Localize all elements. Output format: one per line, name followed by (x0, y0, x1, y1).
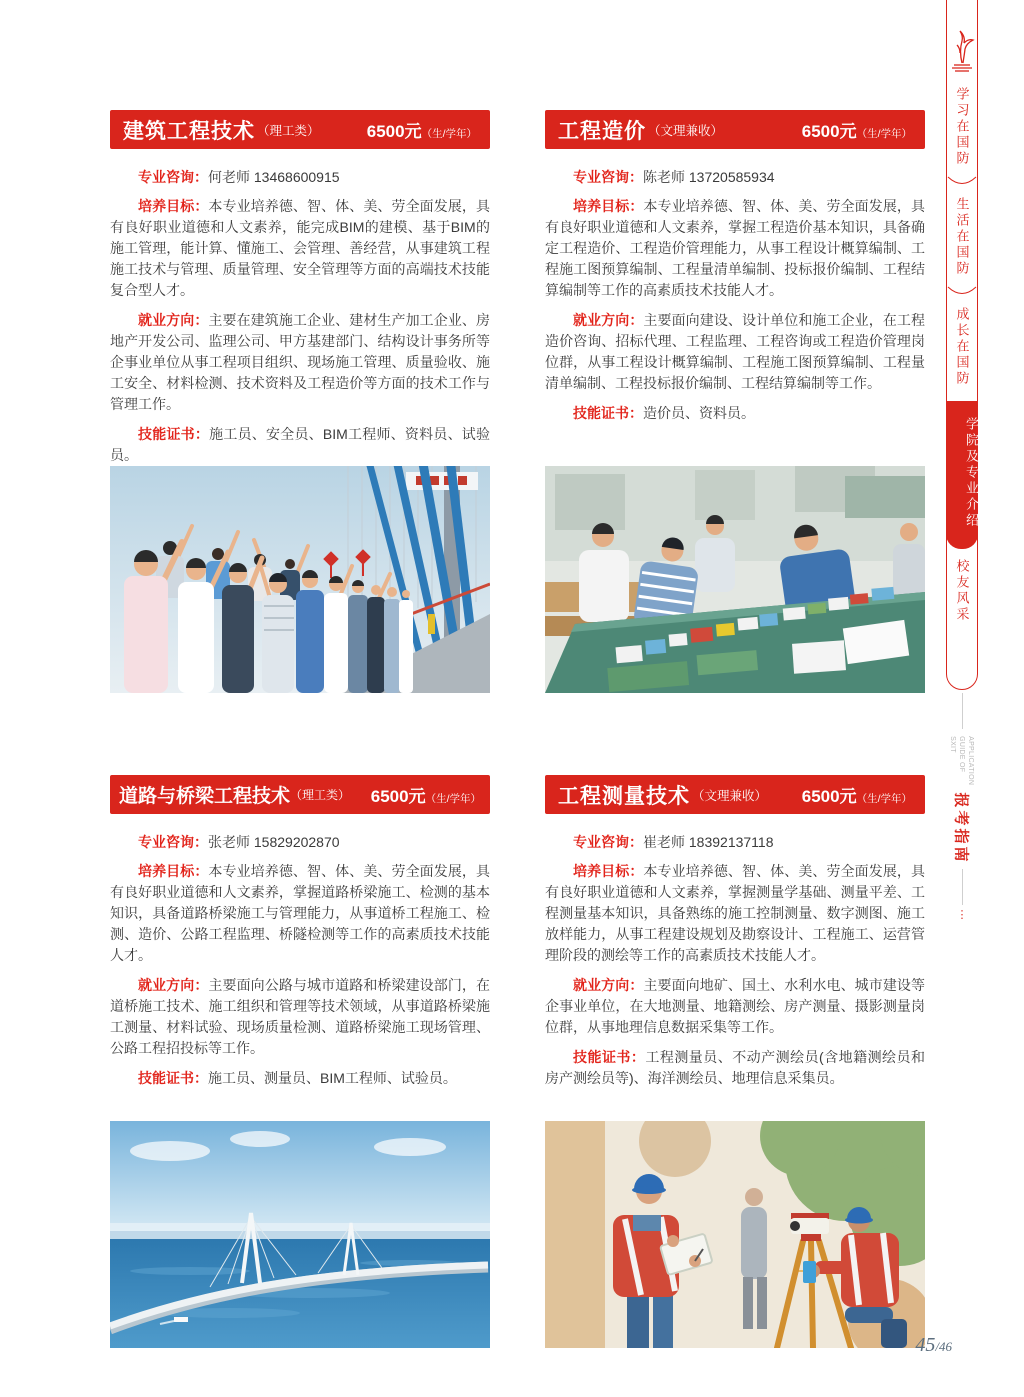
photo-bridge-group (110, 466, 490, 693)
training-goal: 培养目标：本专业培养德、智、体、美、劳全面发展，具有良好职业道德和人文素养，掌握道路桥梁施工、检测的基本知识，具备道路桥梁施工与管理能力，从事道桥工程施工、检测、造价、公路工程监理、桥隧检测等工作的高素质技术技能人才。 (110, 863, 491, 963)
consult-contact: 何老师 13468600915 (208, 169, 340, 185)
training-goal: 培养目标：本专业培养德、智、体、美、劳全面发展，具有良好职业道德和人文素养，掌握工程造价基本知识，具备确定工程造价、工程造价管理能力，从事工程设计概算编制、工程施工图预算编制、工程量清单编制、投标报价编制、工程结算编制等工作的高素质技术技能人才。 (545, 198, 926, 298)
sidebar-item-growth: 成长在国防 (954, 307, 970, 387)
sidebar-divider-line (962, 693, 963, 729)
consult-contact: 张老师 15829202870 (208, 834, 340, 850)
card-header (545, 110, 925, 149)
skill-certificates: 技能证书：施工员、安全员、BIM工程师、资料员、试验员。 (110, 426, 491, 463)
tab-divider (947, 176, 977, 188)
program-title: 工程测量技术 (558, 784, 690, 808)
employment-direction: 就业方向：主要在建筑施工企业、建材生产加工企业、房地产开发公司、监理公司、甲方基建部门、结构设计事务所等企事业单位从事工程项目组织、现场施工管理、质量验收、施工安全、材料检测、技术资料及工程造价等方面的技术工作与管理工作。 (110, 312, 491, 412)
card-header (110, 775, 490, 814)
defense-monument-icon (949, 29, 975, 73)
program-category: （文理兼收） (692, 788, 768, 803)
sidebar-tab-rail (946, 0, 978, 690)
tuition: 6500元（生/学年） (370, 787, 481, 806)
tab-divider (947, 286, 977, 298)
program-category: （理工类） (290, 788, 351, 802)
training-goal: 培养目标：本专业培养德、智、体、美、劳全面发展，具有良好职业道德和人文素养，能完成BIM的建模、基于BIM的施工管理，能计算、懂施工、会管理、善经营，从事建筑工程施工技术与管理、质量管理、安全管理等方面的高端技术技能复合型人才。 (110, 198, 491, 298)
consult-line: 专业咨询：陈老师 13720585934 (573, 169, 775, 185)
program-card-surveying (545, 775, 925, 1348)
program-title: 建筑工程技术 (123, 119, 255, 143)
sidebar-item-study: 学习在国防 (954, 87, 970, 167)
program-category: （理工类） (257, 123, 320, 138)
skill-certificates: 技能证书：施工员、测量员、BIM工程师、试验员。 (138, 1070, 457, 1086)
guide-title: 报考指南 (952, 791, 970, 865)
tuition: 6500元（生/学年） (366, 122, 477, 141)
program-title: 道路与桥梁工程技术 (119, 786, 291, 807)
card-header (110, 110, 490, 149)
card-body (545, 167, 925, 466)
sidebar-item-life: 生活在国防 (954, 197, 970, 277)
program-card-road-bridge (110, 775, 490, 1348)
program-card-cost (545, 110, 925, 693)
photo-surveyors (545, 1121, 925, 1348)
card-body (545, 832, 925, 1121)
employment-direction: 就业方向：主要面向地矿、国土、水利水电、城市建设等企事业单位，在大地测量、地籍测绘、房产测量、摄影测量岗位群，从事地理信息数据采集等工作。 (545, 977, 926, 1035)
employment-direction: 就业方向：主要面向建设、设计单位和施工企业，在工程造价咨询、招标代理、工程监理、工程咨询或工程造价管理岗位群，从事工程设计概算编制、工程施工图预算编制、工程量清单编制、工程投标报价编制、工程结算编制等工作。 (545, 312, 926, 391)
card-body (110, 167, 490, 466)
program-card-architecture (110, 110, 490, 693)
card-header (545, 775, 925, 814)
photo-classroom-model (545, 466, 925, 693)
card-body (110, 832, 490, 1121)
tuition: 6500元（生/学年） (801, 122, 912, 141)
page-number: 45/46 (915, 1334, 952, 1356)
consult-line: 专业咨询：张老师 15829202870 (138, 834, 340, 850)
guide-english-caption: APPLICATION GUIDE OF SXIT (949, 736, 975, 786)
employment-direction: 就业方向：主要面向公路与城市道路和桥梁建设部门，在道桥施工技术、施工组织和管理等技术领域，从事道路桥梁施工测量、材料试验、现场质量检测、道路桥梁施工现场管理、公路工程招投标等工作。 (110, 977, 491, 1056)
training-goal: 培养目标：本专业培养德、智、体、美、劳全面发展，具有良好职业道德和人文素养，掌握测量学基础、测量平差、工程测量基本知识，具备熟练的施工控制测量、数字测图、施工放样能力，从事工程建设规划及勘察设计、工程施工、运营管理阶段的测绘等工作的高素质技术技能人才。 (545, 863, 926, 963)
sidebar-item-alumni: 校友风采 (954, 559, 970, 623)
skill-certificates: 技能证书：造价员、资料员。 (573, 405, 755, 421)
program-category: （文理兼收） (648, 123, 724, 138)
sidebar-item-majors-active: 学院及专业介绍 (946, 401, 978, 549)
photo-sea-bridge (110, 1121, 490, 1348)
consult-line: 专业咨询：崔老师 18392137118 (573, 834, 774, 850)
sidebar (945, 0, 979, 921)
sidebar-dots: ⋮ (956, 909, 968, 921)
tuition: 6500元（生/学年） (801, 787, 912, 806)
consult-contact: 崔老师 18392137118 (643, 834, 774, 850)
sidebar-divider-line (962, 869, 963, 905)
skill-certificates: 技能证书：工程测量员、不动产测绘员(含地籍测绘员和房产测绘员等)、海洋测绘员、地理信息采集员。 (545, 1049, 926, 1086)
consult-line: 专业咨询：何老师 13468600915 (138, 169, 340, 185)
consult-contact: 陈老师 13720585934 (643, 169, 775, 185)
program-grid (110, 110, 925, 1348)
program-title: 工程造价 (558, 119, 646, 143)
